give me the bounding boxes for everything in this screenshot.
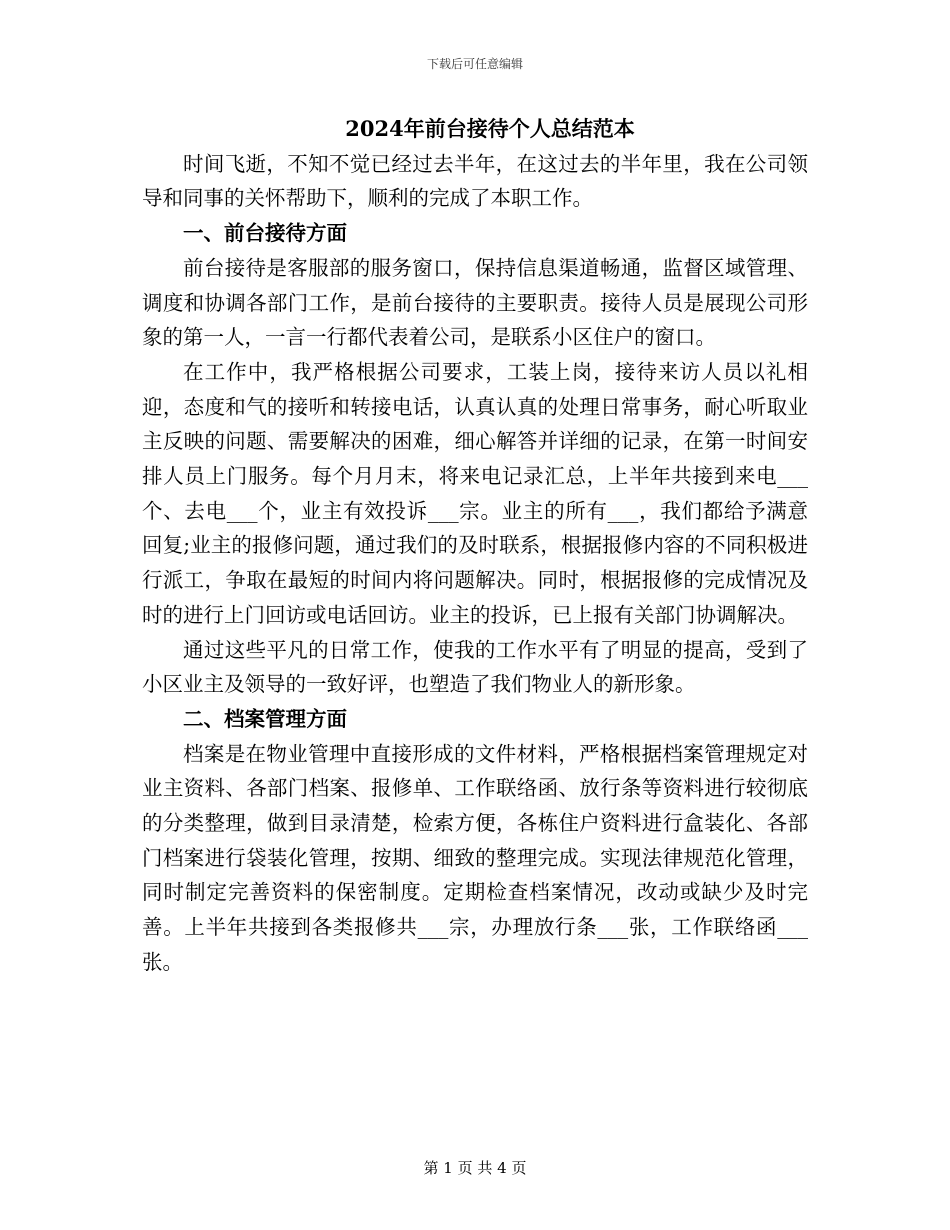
- section-heading-archives: 二、档案管理方面: [183, 706, 347, 731]
- document-title: 2024年前台接待个人总结范本: [345, 116, 635, 141]
- reception-paragraph: 通过这些平凡的日常工作，使我的工作水平有了明显的提高，受到了小区业主及领导的一致好评，也塑造了我们物业人的新形象。: [142, 637, 808, 697]
- reception-paragraph: 在工作中，我严格根据公司要求，工装上岗，接待来访人员以礼相迎，态度和气的接听和转接电话，认真认真的处理日常事务，耐心听取业主反映的问题、需要解决的困难，细心解答并详细的记录，在第一时间安排人员上门服务。每个月月末，将来电记录汇总，上半年共接到来电___个、去电___个，业主有效投诉___宗。业主的所有___，我们都给予满意回复;业主的报修问题，通过我们的及时联系，根据报修内容的不同积极进行派工，争取在最短的时间内将问题解决。同时，根据报修的完成情况及时的进行上门回访或电话回访。业主的投诉，已上报有关部门协调解决。: [142, 359, 808, 627]
- archives-paragraph: 档案是在物业管理中直接形成的文件材料，严格根据档案管理规定对业主资料、各部门档案、报修单、工作联络函、放行条等资料进行较彻底的分类整理，做到目录清楚，检索方便，各栋住户资料进行盒装化、各部门档案进行袋装化管理，按期、细致的整理完成。实现法律规范化管理，同时制定完善资料的保密制度。定期检查档案情况，改动或缺少及时完善。上半年共接到各类报修共___宗，办理放行条___张，工作联络函___张。: [142, 741, 808, 974]
- page-header-note: 下载后可任意编辑: [426, 57, 523, 71]
- reception-paragraph: 前台接待是客服部的服务窗口，保持信息渠道畅通，监督区域管理、调度和协调各部门工作，是前台接待的主要职责。接待人员是展现公司形象的第一人，一言一行都代表着公司，是联系小区住户的窗口。: [142, 255, 808, 350]
- document-body: [142, 112, 808, 980]
- section-heading-reception: 一、前台接待方面: [183, 221, 347, 246]
- intro-paragraph: 时间飞逝，不知不觉已经过去半年，在这过去的半年里，我在公司领导和同事的关怀帮助下，顺利的完成了本职工作。: [142, 151, 808, 211]
- page-number: 第 1 页 共 4 页: [423, 1159, 527, 1177]
